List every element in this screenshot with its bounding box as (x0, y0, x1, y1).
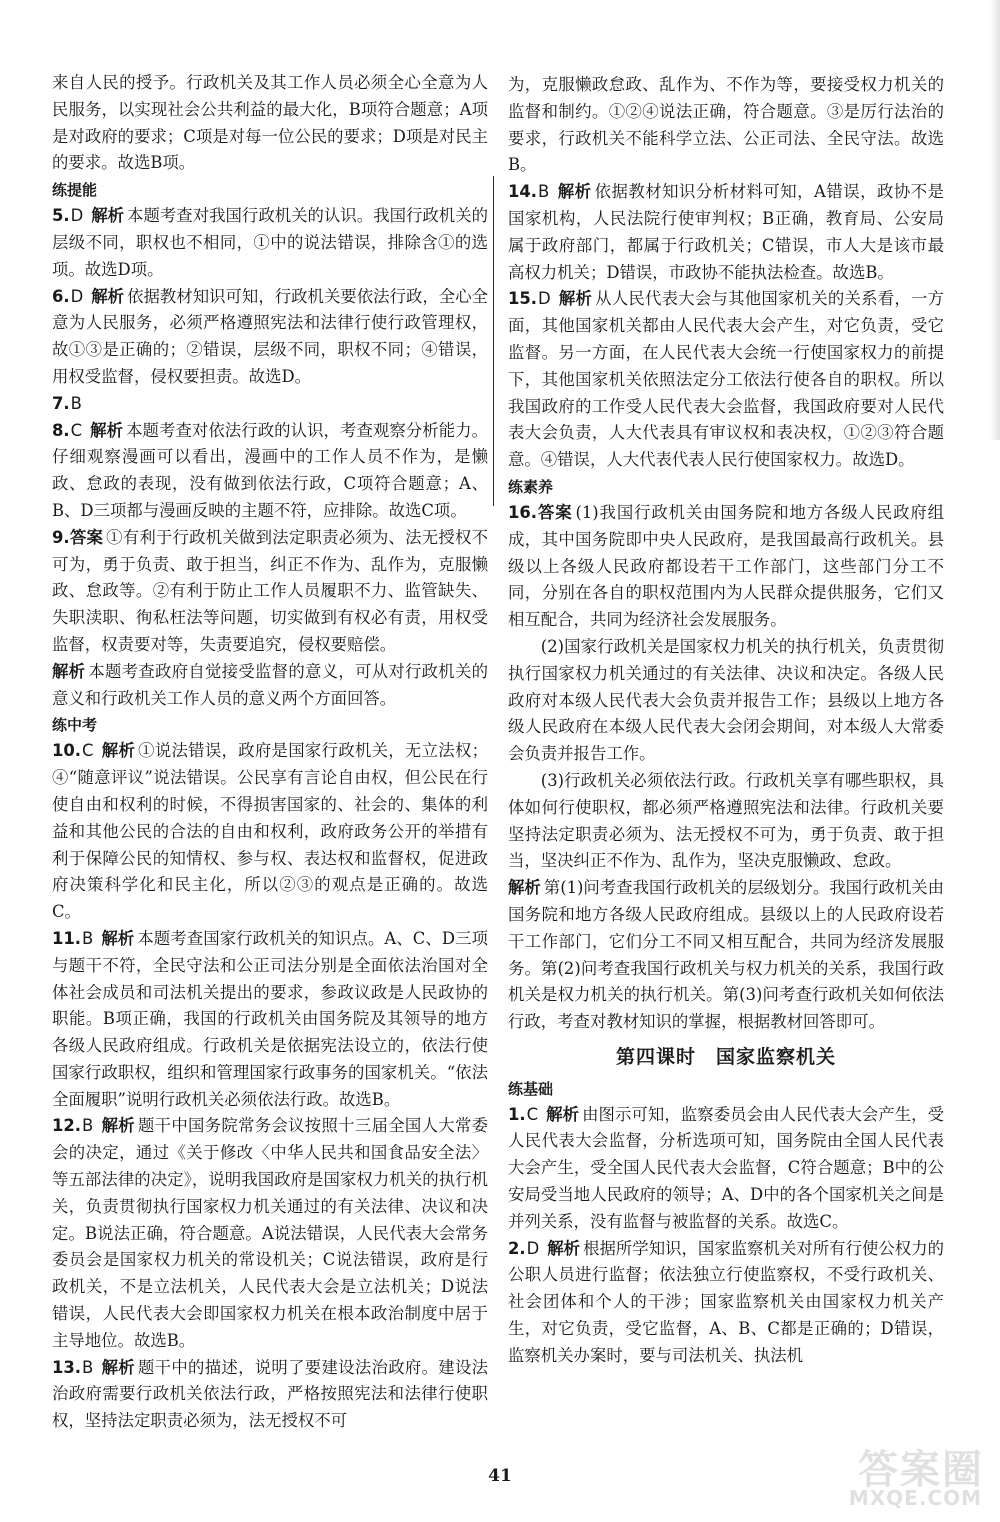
item-number: 11. (52, 928, 82, 948)
item-number: 8. (52, 420, 70, 440)
item-answer: D (70, 286, 84, 306)
watermark-url-text: MXQE.COM (848, 1486, 982, 1510)
answer-item-1 (508, 1102, 944, 1236)
answer-part-1: (1)我国行政机关由国务院和地方各级人民政府组成，其中国务院即中央人民政府，是我国最高行政机关。县级以上各级人民政府都设若干工作部门，这些部门分工不同，分别在各自的职权范围内为人民群众提供服务，它们又相互配合，共同为经济社会发展服务。 (508, 502, 945, 630)
section-heading-lianti-neng: 练提能 (52, 181, 98, 200)
left-column (52, 70, 488, 1435)
item-number: 7. (52, 393, 70, 413)
answer-label: 答案 (69, 527, 104, 547)
item-answer: B (82, 928, 94, 948)
analysis-label: 解析 (547, 1238, 581, 1258)
continued-paragraph: 为，克服懒政怠政、乱作为、不作为等，要接受权力机关的监督和制约。①②④说法正确，符合题意。③是厉行法治的要求，行政机关不能科学立法、公正司法、全民守法。故选B。 (508, 75, 944, 175)
answer-part-3: (3)行政机关必须依法行政。行政机关享有哪些职权，具体如何行使职权，都必须严格遵照宪法和法律。行政机关要坚持法定职责必须为、法无授权不可为，勇于负责、敢于担当，坚决纠正不作为、乱作为，坚决克服懒政、怠政。 (508, 770, 944, 871)
item-answer: D (538, 289, 551, 309)
column-divider (493, 176, 494, 506)
section-heading-lian-zhongkao: 练中考 (52, 716, 98, 735)
answer-part-2: (2)国家行政机关是国家权力机关的执行机关，负责贯彻执行国家权力机关通过的有关法律、决议和决定。各级人民政府对本级人民代表大会负责并报告工作；县级以上地方各级人民政府在本级人民代表大会闭会期间，对本级人大常委会负责并报告工作。 (508, 636, 944, 764)
item-text: 本题考查对我国行政机关的认识。我国行政机关的层级不同，职权也不相同，①中的说法错误，排除含①的选项。故选D项。 (52, 206, 489, 279)
answer-item-15 (508, 286, 944, 474)
item-number: 13. (52, 1357, 82, 1377)
item-answer: B (538, 182, 550, 202)
analysis-label: 解析 (101, 1116, 135, 1136)
answer-item-9 (52, 525, 488, 659)
answer-item-7 (52, 391, 488, 418)
item-text: 本题考查对依法行政的认识，考查观察分析能力。仔细观察漫画可以看出，漫画中的工作人员不作为，是懒政、怠政的表现，没有做到依法行政，C项符合题意；A、B、D三项都与漫画反映的主题不符，应排除。故选C项。 (52, 420, 489, 520)
item-number: 1. (508, 1104, 526, 1124)
item-answer: C (70, 420, 83, 440)
answer-item-11 (52, 926, 488, 1114)
analysis-label: 解析 (557, 182, 592, 202)
answer-item-16 (508, 500, 944, 634)
analysis-label: 解析 (101, 928, 135, 948)
item-answer: C (82, 741, 94, 761)
analysis-label: 解析 (508, 878, 541, 898)
answer-item-9-analysis (52, 659, 488, 713)
answer-item-2 (508, 1236, 944, 1370)
analysis-label: 解析 (101, 1357, 135, 1377)
analysis-label: 解析 (546, 1104, 580, 1124)
answer-item-8 (52, 418, 488, 525)
item-number: 16. (508, 502, 538, 522)
right-column (508, 72, 944, 1370)
item-text: 题干中国务院常务会议按照十三届全国人大常委会的决定，通过《关于修改〈中华人民共和国食品安全法〉等五部法律的决定》，说明我国政府是国家权力机关的执行机关，负责贯彻执行国家权力机关通过的有关法律、决议和决定。B说法正确，符合题意。A说法错误，人民代表大会常务委员会是国家权力机关的常设机关；C说法错误，政府是行政机关，不是立法机关，人民代表大会是立法机关；D说法错误，人民代表大会即国家权力机关在根本政治制度中居于主导地位。故选B。 (52, 1116, 489, 1350)
analysis-label: 解析 (558, 289, 593, 309)
item-answer: D (70, 206, 84, 226)
item-text: 依据教材知识分析材料可知，A错误，政协不是国家机构，人民法院行使审判权；B正确，教育局、公安局属于政府部门，都属于行政机关；C错误，市人大是该市最高权力机关；D错误，市政协不能执法检查。故选B。 (508, 182, 945, 282)
intro-paragraph: 来自人民的授予。行政机关及其工作人员必须全心全意为人民服务，以实现社会公共利益的最大化，B项符合题意；A项是对政府的要求；C项是对每一位公民的要求；D项是对民主的要求。故选B项。 (52, 73, 488, 173)
item-text: 由图示可知，监察委员会由人民代表大会产生，受人民代表大会监督，分析选项可知，国务院由全国人民代表大会产生，受全国人民代表大会监督，C符合题意；B中的公安局受当地人民政府的领导；A、D中的各个国家机关之间是并列关系，没有监督与被监督的关系。故选C。 (508, 1104, 945, 1231)
item-number: 15. (508, 289, 538, 309)
item-answer: B (82, 1116, 94, 1136)
item-text: 依据教材知识可知，行政机关要依法行政，全心全意为人民服务，必须严格遵照宪法和法律行使行政管理权，故①③是正确的；②错误，层级不同，职权不同；④错误，用权受监督，侵权要担责。故选D。 (52, 286, 489, 386)
section-heading-lian-suyang: 练素养 (508, 477, 554, 496)
item-answer: B (70, 393, 82, 413)
item-text: 题干中的描述，说明了要建设法治政府。建设法治政府需要行政机关依法行政，严格按照宪法和法律行使职权，坚持法定职责必须为，法无授权不可 (52, 1357, 489, 1431)
lesson-title-text: 第四课时 国家监察机关 (615, 1045, 836, 1068)
page-edge-shadow (990, 0, 1000, 440)
item-answer: B (82, 1357, 94, 1377)
item-answer: C (526, 1104, 539, 1124)
item-number: 6. (52, 286, 70, 306)
item-number: 5. (52, 206, 70, 226)
analysis-label: 解析 (91, 286, 125, 306)
item-number: 2. (508, 1238, 526, 1258)
analysis-label: 解析 (52, 661, 86, 681)
analysis-label: 解析 (90, 420, 124, 440)
section-heading-lian-jichu: 练基础 (508, 1079, 554, 1098)
item-text: 本题考查国家行政机关的知识点。A、C、D三项与题干不符，全民守法和公正司法分别是全面依法治国对全体社会成员和司法机关提出的要求，参政议政是人民政协的职能。B项正确，我国的行政机关由国务院及其领导的地方各级人民政府组成。行政机关是依据宪法设立的，依法行使国家行政职权，组织和管理国家行政事务的国家机关。“依法全面履职”说明行政机关必须依法行政。故选B。 (52, 928, 488, 1109)
analysis-text: 第(1)问考查我国行政机关的层级划分。我国行政机关由国务院和地方各级人民政府组成。县级以上的人民政府设若干工作部门，它们分工不同又相互配合，共同为经济发展服务。第(2)问考查我国行政机关与权力机关的关系，我国行政机关是权力机关的执行机关。第(3)问考查行政机关如何依法行政，考查对教材知识的掌握，根据教材回答即可。 (508, 878, 945, 1032)
analysis-text: 本题考查政府自觉接受监督的意义，可从对行政机关的意义和行政机关工作人员的意义两个方面回答。 (52, 661, 489, 708)
item-text: ①有利于行政机关做到法定职责必须为、法无授权不可为，勇于负责、敢于担当，纠正不作为、乱作为，克服懒政、怠政等。②有利于防止工作人员履职不力、监管缺失、失职渎职、徇私枉法等问题，切实做到有权必有责，用权受监督，权责要对等，失责要追究，侵权要赔偿。 (52, 527, 488, 654)
item-text: 根据所学知识，国家监察机关对所有行使公权力的公职人员进行监督；依法独立行使监察权，不受行政机关、社会团体和个人的干涉；国家监察机关由国家权力机关产生，对它负责，受它监督，A、B、C都是正确的；D错误，监察机关办案时，要与司法机关、执法机 (508, 1238, 945, 1365)
item-number: 12. (52, 1116, 82, 1136)
analysis-label: 解析 (91, 206, 125, 226)
item-number: 9. (52, 527, 70, 547)
page-number: 41 (488, 1466, 512, 1486)
answer-item-14 (508, 179, 944, 286)
item-number: 14. (508, 182, 538, 202)
watermark-main-text: 答案圈 (858, 1447, 984, 1493)
analysis-label: 解析 (101, 741, 136, 761)
answer-item-12 (52, 1113, 488, 1354)
answer-item-5 (52, 203, 488, 283)
item-answer: D (526, 1238, 540, 1258)
item-text: ①说法错误，政府是国家行政机关，无立法权；④“随意评议”说法错误。公民享有言论自由权，但公民在行使自由和权利的时候，不得损害国家的、社会的、集体的利益和其他公民的合法的自由和权利，政府政务公开的举措有利于保障公民的知情权、参与权、表达权和监督权，促进政府决策科学化和民主化，所以②③的观点是正确的。故选C。 (52, 741, 489, 922)
item-text: 从人民代表大会与其他国家机关的关系看，一方面，其他国家机关都由人民代表大会产生，对它负责，受它监督。另一方面，在人民代表大会统一行使国家权力的前提下，其他国家机关依照法定分工依法行使各自的职权。所以我国政府的工作受人民代表大会监督，我国政府要对人民代表大会负责，人大代表具有审议权和表决权，①②③符合题意。④错误，人大代表代表人民行使国家权力。故选D。 (508, 289, 945, 470)
answer-item-6 (52, 284, 488, 391)
answer-item-10 (52, 738, 488, 926)
lesson-title (508, 1044, 944, 1071)
answer-item-13 (52, 1355, 488, 1435)
watermark-logo (836, 1438, 986, 1510)
item-number: 10. (52, 741, 82, 761)
answer-label: 答案 (537, 502, 573, 522)
answer-item-16-analysis (508, 875, 944, 1036)
